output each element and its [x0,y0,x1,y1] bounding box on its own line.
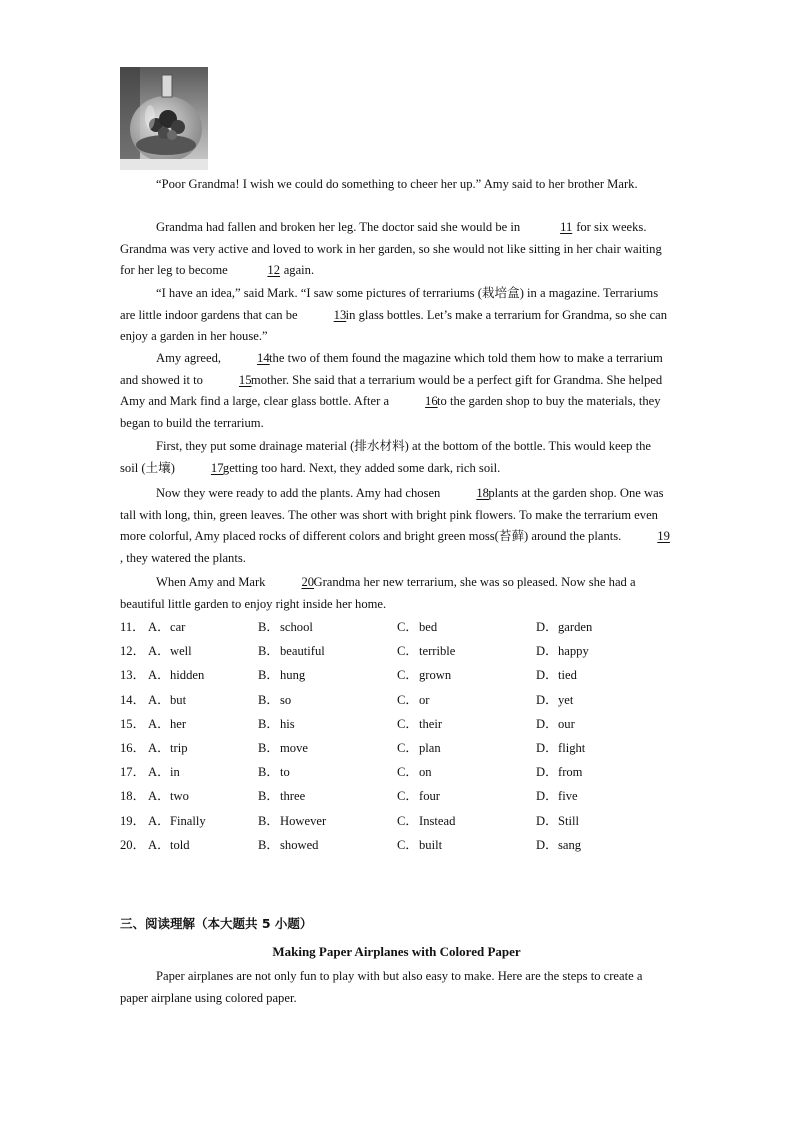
option-b[interactable] [258,737,308,756]
option-letter: A． [148,789,170,804]
option-text: flight [558,740,586,755]
option-letter: C． [397,837,418,852]
option-d[interactable] [536,810,579,829]
option-row [120,616,680,640]
question-number: 13． [120,668,146,683]
option-letter: B． [258,668,279,683]
option-d[interactable] [536,713,575,732]
option-letter: D． [536,813,558,828]
option-text: on [419,765,432,780]
passage-paragraph-2: Grandma had fallen and broken her leg. The doctor said she would be in 11 for six weeks. Grandma was very active and loved to work in her garden, so she would not like sitting in her chair waiting for her leg to become 12 again. [120,217,672,282]
question-number: 11． [120,620,145,634]
option-text: their [419,716,443,731]
option-d[interactable] [536,616,592,635]
option-text: his [280,716,295,731]
option-d[interactable] [536,640,589,659]
option-text: move [280,740,308,755]
option-text: well [170,644,192,659]
question-number: 12． [120,644,146,659]
option-b[interactable] [258,689,291,708]
blank-11: 11 [560,220,573,234]
option-text: plan [419,740,441,755]
option-letter: D． [536,740,558,755]
blank-15: 15 [238,372,252,387]
option-d[interactable] [536,689,573,708]
option-d[interactable] [536,834,581,853]
option-a[interactable] [148,761,180,780]
option-c[interactable] [397,785,440,804]
option-letter: B． [258,692,279,707]
option-text: hung [280,668,306,683]
option-row [120,834,680,858]
option-c[interactable] [397,737,441,756]
passage-paragraph-5: First, they put some drainage material (排水材料) at the bottom of the bottle. This would keep the soil (土壤) 17getting too hard. Next, they added some dark, rich soil. [120,436,672,479]
blank-20: 20 [301,575,315,589]
question-number: 14． [120,692,146,707]
option-letter: B． [258,789,279,804]
option-text: terrible [419,644,456,659]
question-number: 17． [120,765,146,780]
option-letter: D． [536,668,558,683]
question-number: 18． [120,789,146,804]
option-letter: D． [536,716,558,731]
option-letter: B． [258,620,279,634]
option-a[interactable] [148,785,189,804]
blank-16: 16 [425,394,438,409]
option-text: so [280,692,292,707]
option-text: four [419,789,440,804]
option-row [120,664,680,688]
option-letter: B． [258,740,279,755]
option-letter: C． [397,813,418,828]
option-letter: A． [148,716,170,731]
option-c[interactable] [397,616,437,635]
option-d[interactable] [536,785,578,804]
option-a[interactable] [148,810,206,829]
option-letter: B． [258,644,279,659]
option-b[interactable] [258,785,305,804]
option-text: but [170,692,187,707]
option-text: bed [419,620,438,634]
passage-paragraph-4: Amy agreed, 14the two of them found the magazine which told them how to make a terrarium and showed it to 15mother. She said that a terrarium would be a perfect gift for Grandma. She helped Amy and Mark find a large, clear glass bottle. After a 16to the garden shop to buy the materials, they began to build the terrarium. [120,348,672,434]
option-a[interactable] [148,640,192,659]
option-row [120,810,680,834]
option-d[interactable] [536,761,582,780]
option-c[interactable] [397,640,455,659]
option-letter: A． [148,765,170,780]
option-row [120,689,680,713]
option-d[interactable] [536,664,577,683]
option-b[interactable] [258,761,290,780]
option-a[interactable] [148,664,204,683]
reading-title: Making Paper Airplanes with Colored Paper [272,944,521,959]
blank-18: 18 [476,486,489,500]
option-text: trip [170,740,188,755]
option-text: from [558,765,583,780]
option-text: Instead [419,813,456,828]
option-text: five [558,789,578,804]
option-a[interactable] [148,834,190,853]
option-text: hidden [170,668,205,683]
option-letter: C． [397,620,418,634]
blank-14: 14 [257,351,270,365]
option-letter: B． [258,813,279,828]
option-letter: C． [397,765,418,780]
option-letter: A． [148,740,170,755]
option-a[interactable] [148,689,186,708]
option-c[interactable] [397,810,455,829]
option-text: her [170,716,187,731]
option-text: car [170,620,186,634]
option-letter: D． [536,789,558,804]
option-letter: B． [258,837,279,852]
option-a[interactable] [148,737,188,756]
option-c[interactable] [397,689,430,708]
option-b[interactable] [258,640,325,659]
option-text: school [280,620,313,634]
option-text: yet [558,692,574,707]
option-b[interactable] [258,664,305,683]
option-text: beautiful [280,644,325,659]
option-b[interactable] [258,810,326,829]
option-b[interactable] [258,713,295,732]
option-letter: A． [148,813,170,828]
passage-paragraph-7: When Amy and Mark 20Grandma her new terrarium, she was so pleased. Now she had a beautiful little garden to enjoy right inside her home. [120,572,672,615]
blank-13: 13 [333,307,347,322]
option-a[interactable] [148,713,186,732]
option-letter: C． [397,668,418,683]
answer-options [120,616,680,858]
blank-12: 12 [267,263,280,278]
option-letter: C． [397,716,418,731]
option-row [120,737,680,761]
option-letter: C． [397,692,418,707]
option-letter: D． [536,644,558,659]
blank-19: 19 [657,529,670,544]
question-number: 19． [120,813,146,828]
option-text: Finally [170,813,206,828]
question-number: 20． [120,837,146,852]
option-letter: B． [258,765,279,780]
option-c[interactable] [397,761,432,780]
option-c[interactable] [397,664,451,683]
option-letter: C． [397,789,418,804]
option-text: built [419,837,443,852]
passage-paragraph-1: “Poor Grandma! I wish we could do something to cheer her up.” Amy said to her brother Mark. [156,177,638,191]
option-a[interactable] [148,616,185,635]
section-heading: 三、阅读理解（本大题共 5 小题） [120,916,313,931]
option-d[interactable] [536,737,585,756]
passage-paragraph-3: “I have an idea,” said Mark. “I saw some pictures of terrariums (栽培盒) in a magazine. Terrariums are little indoor gardens that can be 13in glass bottles. Let’s make a terrarium for Grandma, so she can enjoy a garden in her house.” [120,286,668,344]
option-row [120,713,680,737]
option-letter: A． [148,620,170,634]
option-b[interactable] [258,616,313,635]
option-row [120,761,680,785]
option-text: showed [280,837,319,852]
option-text: our [558,716,575,731]
option-letter: D． [536,765,558,780]
blank-17: 17 [210,460,224,475]
question-number: 16． [120,740,146,755]
option-text: grown [419,668,452,683]
option-text: sang [558,837,582,852]
option-text: three [280,789,306,804]
option-letter: A． [148,837,170,852]
option-text: to [280,765,290,780]
option-b[interactable] [258,834,318,853]
option-letter: D． [536,692,558,707]
option-text: in [170,765,180,780]
option-c[interactable] [397,713,442,732]
option-text: garden [558,620,593,634]
option-letter: A． [148,644,170,659]
option-c[interactable] [397,834,442,853]
option-text: However [280,813,327,828]
option-text: or [419,692,430,707]
option-letter: A． [148,668,170,683]
option-letter: C． [397,740,418,755]
option-text: happy [558,644,589,659]
option-letter: D． [536,837,558,852]
option-text: two [170,789,189,804]
reading-paragraph-1: Paper airplanes are not only fun to play with but also easy to make. Here are the steps to create a paper airplane using colored paper. [120,969,643,1005]
terrarium-photo [120,67,208,170]
option-letter: B． [258,716,279,731]
option-row [120,640,680,664]
passage-paragraph-6: Now they were ready to add the plants. Amy had chosen 18plants at the garden shop. One was tall with long, thin, green leaves. The other was short with bright pink flowers. To make the terrarium even more colorful, Amy placed rocks of different colors and bright green moss(苔藓) around the plants. 19, they watered the plants. [120,483,672,569]
option-letter: C． [397,644,418,659]
option-text: tied [558,668,577,683]
question-number: 15． [120,716,146,731]
option-row [120,785,680,809]
option-letter: D． [536,620,558,634]
option-text: told [170,837,190,852]
option-text: Still [558,813,579,828]
option-letter: A． [148,692,170,707]
